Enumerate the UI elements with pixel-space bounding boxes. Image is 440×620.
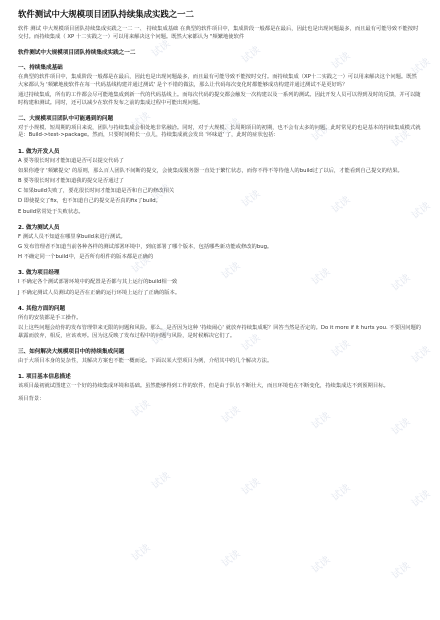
section-3-paragraph-1: 由于大项目本身的复杂性，其解决方案也不能一概而论。下面以某大型项目为例，介绍其中的几个解决方法。 xyxy=(18,357,273,364)
watermark-text: 试读 xyxy=(219,404,243,426)
watermark-text: 试读 xyxy=(409,344,433,366)
watermark-text: 试读 xyxy=(219,116,243,138)
main-heading: 软件测试中大规模项目团队持续集成实践之一二 xyxy=(18,49,136,56)
developer-issue-a: A 要等很长时间才能知道是否可以提交代码了 xyxy=(18,157,124,164)
watermark-text: 试读 xyxy=(239,188,263,210)
watermark-text: 试读 xyxy=(309,554,333,576)
subsection-tester-heading: 2. 做为测试人员 xyxy=(18,224,60,231)
watermark-text: 试读 xyxy=(389,272,413,294)
watermark-text: 试读 xyxy=(219,260,243,282)
other-issue-1: 所有的安装都是手工操作。 xyxy=(18,314,82,321)
tester-issue-g: G 发布管理者不知道当前各种各样的测试部署环境中，到底部署了哪个版本，包括哪些新功能或修改的bug。 xyxy=(18,244,273,251)
developer-issue-d: D 即使提交了fix，也不知道自己的提交是否真的fix了build。 xyxy=(18,198,161,205)
watermark-text: 试读 xyxy=(309,122,333,144)
watermark-text: 试读 xyxy=(329,338,353,360)
watermark-text: 试读 xyxy=(129,542,153,564)
project-background-label: 项目背景： xyxy=(18,396,45,403)
section-1-heading: 一、持续集成基础 xyxy=(18,64,63,71)
watermark-text: 试读 xyxy=(149,326,173,348)
watermark-text: 试读 xyxy=(129,110,153,132)
developer-issue-a-detail: 如果你遵守 '频繁提交' 的原则，那么百人团队不间断的提交，会使集成服务器一直处于繁忙状态，而你不得不等待他人的build过了以后，才能看到自己提交的结果。 xyxy=(18,167,403,174)
watermark-text: 试读 xyxy=(149,38,173,60)
section-1-paragraph-2: 通过持续集成，所有的工作都会尽可能地集成到新一代的代码基线上。而每次代码的提交都会触发一次构建以及一系列的测试。因此开发人员可以得到及时的反馈，并可以随时构建和测试。同时，还可以减少在软件发布之前的集成过程中可能出现问题。 xyxy=(18,91,421,106)
section-2-paragraph-1: 对于小规模、短周期的项目来说，团队与持续集成会相处地非常融洽。同时，对于大规模、长周期项目的初期，也不会有太多的问题。此时常见的也是基本的持续集成模式就是：Build->test->package。然而，只要时间稍长一点儿，持续集成就会发出 '坏味道' 了，此时的症状包括： xyxy=(18,124,421,139)
pm-issue-j: J 不确定测试人员测试的是否在正确的运行环境上运行了正确的版本。 xyxy=(18,289,181,296)
watermark-text: 试读 xyxy=(239,332,263,354)
watermark-text: 试读 xyxy=(239,476,263,498)
subsection-other-heading: 4. 其他方面的问题 xyxy=(18,305,66,312)
watermark-text: 试读 xyxy=(129,398,153,420)
watermark-text: 试读 xyxy=(329,194,353,216)
subsection-pm-heading: 3. 做为项目经理 xyxy=(18,270,60,277)
watermark-text: 试读 xyxy=(309,410,333,432)
watermark-text: 试读 xyxy=(239,44,263,66)
tester-issue-h: H 不确定同一个build中，是否所有组件的版本都是正确的 xyxy=(18,254,154,261)
watermark-text: 试读 xyxy=(149,470,173,492)
section-2-heading: 二、大规模项目团队中可能遇到的问题 xyxy=(18,115,114,122)
section-1-paragraph-1: 在典型的软件项目中，集成阶段一般都是在最后，因此也是出现问题最多，而且最有可能导致不能按时交付。而持续集成（XP十二实践之一）可以用来解决这个问题。既然大家都认为 '频繁地使软件在每一代码基线构建并通过测试' 是个不错的做法，那么让代码每次变化时都能够成功构建并通过测试不是更好吗？ xyxy=(18,73,417,88)
watermark-text: 试读 xyxy=(149,182,173,204)
watermark-text: 试读 xyxy=(309,266,333,288)
watermark-text: 试读 xyxy=(219,548,243,570)
watermark-text: 试读 xyxy=(409,200,433,222)
watermark-text: 试读 xyxy=(409,488,433,510)
tester-issue-f: F 测试人员不知道在哪里拿build来进行测试。 xyxy=(18,233,126,240)
document-title: 软件测试中大规模项目团队持续集成实践之一二 xyxy=(18,9,194,19)
developer-issue-e: E build常常处于失败状态。 xyxy=(18,208,84,215)
section-3-sub-1-heading: 1. 项目基本信息描述 xyxy=(18,374,71,381)
other-issue-2: 以上这些问题会给你的发布管理带来无限的问题和风险。那么，是否因为这种 '持续闹心' 就放弃持续集成呢？回答当然是否定的。Do it more if it hurts you. 不要因问题的暴露而放弃，相反，应该欢呼。因为这反映了发布过程中的问题与风险，是时候解决它们了。 xyxy=(18,325,422,339)
watermark-text: 试读 xyxy=(129,254,153,276)
watermark-text: 试读 xyxy=(389,416,413,438)
section-3-heading: 三、如何解决大规模项目中的持续集成问题 xyxy=(18,348,125,355)
watermark-text: 试读 xyxy=(389,560,413,582)
section-3-sub-1-paragraph: 该项目最初就试图建立一个好的持续集成环境和基础。虽然能够得到工作的软件，但是由于队伍不断壮大，而且环境也在不断变化，持续集成达不到预期目标。 xyxy=(18,383,389,390)
watermark-text: 试读 xyxy=(389,128,413,150)
developer-issue-b: B 要等很长时间才能知道我的提交是否通过了 xyxy=(18,178,124,185)
intro-paragraph: 软件 测试 中大规模项目团队持续集成实践之一二 一、 持续集成基础 在典型的软件项目中，集成阶段一般都是在最后，因此也是出现问题最多，而且最有可能导致不能按时交付。而持续集成（ XP 十二实践之一）可以用来解决这个问题。既然大家都认为 "频繁地使软件 xyxy=(18,26,419,40)
subsection-developer-heading: 1. 做为开发人员 xyxy=(18,148,60,155)
watermark-text: 试读 xyxy=(329,50,353,72)
watermark-text: 试读 xyxy=(329,482,353,504)
pm-issue-i: I 不确定各个测试部署环境中的配置是否都与其上运行的build相一致 xyxy=(18,279,178,286)
document-page xyxy=(18,8,422,407)
developer-issue-c: C 如果build失败了，要花很长时间才能知道是否和自己的修改相关 xyxy=(18,188,175,195)
watermark-text: 试读 xyxy=(409,56,433,78)
